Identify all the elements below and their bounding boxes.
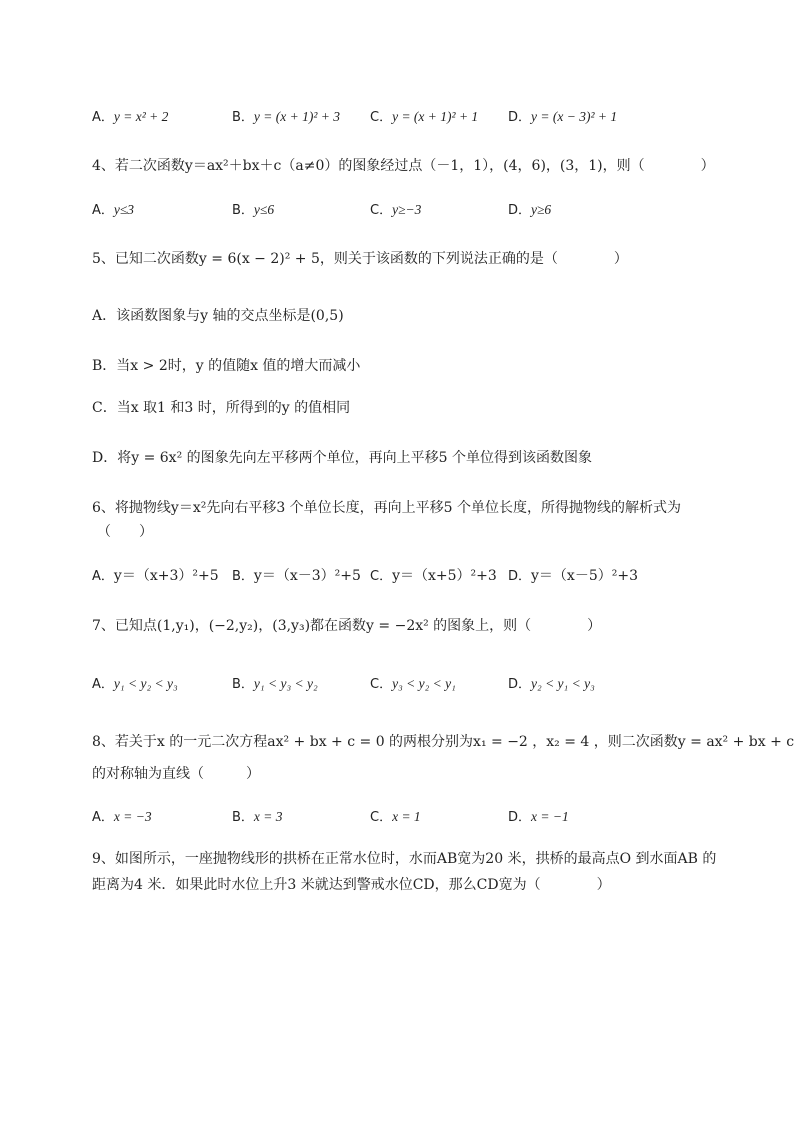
q7-option-a (92, 675, 178, 694)
option-expr: y≤3 (113, 202, 135, 217)
q3-option-c (370, 108, 478, 127)
q5-stem: 5、已知二次函数y = 6(x − 2)² + 5，则关于该函数的下列说法正确的是（ ） (92, 251, 628, 267)
option-expr: y≥6 (531, 202, 552, 217)
option-label: B． (232, 569, 254, 584)
q6-option-b (232, 567, 361, 586)
option-label: C． (370, 110, 393, 125)
q8-stem-line-2: 的对称轴为直线（ ） (92, 766, 260, 782)
option-label: A． (92, 203, 114, 218)
option-label: D． (508, 677, 532, 692)
option-label: A． (92, 110, 114, 125)
q8-option-b (232, 808, 283, 827)
q4-option-a (92, 201, 134, 220)
option-expr: y＝（x+3）²+5 (113, 568, 219, 584)
option-label: A． (92, 810, 114, 825)
q7-option-b (232, 675, 318, 694)
q4-option-d (508, 201, 551, 220)
q8-option-a (92, 808, 152, 827)
q6-option-d (508, 567, 638, 586)
option-label: D． (508, 110, 532, 125)
q5-option-c: C．当x 取1 和3 时，所得到的y 的值相同 (92, 400, 351, 416)
q8-stem-line-1: 8、若关于x 的一元二次方程ax² + bx + c = 0 的两根分别为x₁ = −2 ，x₂ = 4 ，则二次函数y = ax² + bx + c (92, 734, 794, 750)
option-label: C． (370, 569, 393, 584)
option-label: D． (508, 810, 532, 825)
option-expr: x = −3 (113, 809, 152, 824)
option-label: B． (232, 203, 254, 218)
option-label: B． (232, 810, 254, 825)
q9-stem-line-1: 9、如图所示，一座抛物线形的拱桥在正常水位时，水而AB宽为20 米，拱桥的最高点O 到水面AB 的 (92, 851, 717, 867)
option-label: A． (92, 677, 114, 692)
option-label: C． (370, 677, 393, 692)
option-expr: x = 3 (253, 809, 283, 824)
option-expr: y = (x − 3)² + 1 (531, 109, 618, 124)
option-expr: y＝（x+5）²+3 (392, 568, 497, 584)
option-expr: y₁ < y₂ < y₃ (113, 676, 178, 691)
q9-stem-line-2: 距离为4 米．如果此时水位上升3 米就达到警戒水位CD，那么CD宽为（ ） (92, 877, 611, 893)
q5-option-d: D．将y = 6x² 的图象先向左平移两个单位，再向上平移5 个单位得到该函数图象 (92, 450, 592, 466)
q3-option-a (92, 108, 168, 127)
option-expr: y = (x + 1)² + 3 (253, 109, 341, 124)
q5-option-b: B．当x > 2时，y 的值随x 值的增大而减小 (92, 358, 361, 374)
q5-option-a: A．该函数图象与y 轴的交点坐标是(0,5) (92, 308, 344, 324)
option-expr: y≤6 (253, 202, 275, 217)
option-expr: x = 1 (392, 809, 421, 824)
q8-option-c (370, 808, 421, 827)
option-expr: y＝（x－5）²+3 (531, 568, 638, 584)
option-label: B． (232, 677, 254, 692)
q6-option-a (92, 567, 219, 586)
q6-stem-line-1: 6、将抛物线y＝x²先向右平移3 个单位长度，再向上平移5 个单位长度，所得抛物线的解析式为 (92, 500, 682, 516)
option-expr: y₁ < y₃ < y₂ (253, 676, 318, 691)
q7-stem: 7、已知点(1,y₁)，(−2,y₂)，(3,y₃)都在函数y = −2x² 的图象上，则（ ） (92, 618, 602, 634)
option-expr: y≥−3 (392, 202, 422, 217)
option-expr: y = (x + 1)² + 1 (392, 109, 479, 124)
option-label: B． (232, 110, 254, 125)
option-expr: y＝（x－3）²+5 (253, 568, 361, 584)
option-label: D． (508, 203, 532, 218)
option-label: A． (92, 569, 114, 584)
q7-option-c (370, 675, 456, 694)
option-label: C． (370, 203, 393, 218)
q6-option-c (370, 567, 497, 586)
q6-stem-line-2: （ ） (97, 524, 153, 540)
q3-option-d (508, 108, 617, 127)
option-label: C． (370, 810, 393, 825)
q4-stem: 4、若二次函数y＝ax²＋bx＋c（a≠0）的图象经过点（－1，1），(4，6)，(3，1)，则（ ） (92, 158, 715, 174)
q4-option-c (370, 201, 421, 220)
option-expr: x = −1 (531, 809, 569, 824)
q3-option-b (232, 108, 340, 127)
option-expr: y = x² + 2 (113, 109, 169, 124)
option-expr: y₃ < y₂ < y₁ (392, 676, 456, 691)
q8-option-d (508, 808, 569, 827)
q4-option-b (232, 201, 274, 220)
q7-option-d (508, 675, 595, 694)
option-expr: y₂ < y₁ < y₃ (531, 676, 595, 691)
option-label: D． (508, 569, 532, 584)
